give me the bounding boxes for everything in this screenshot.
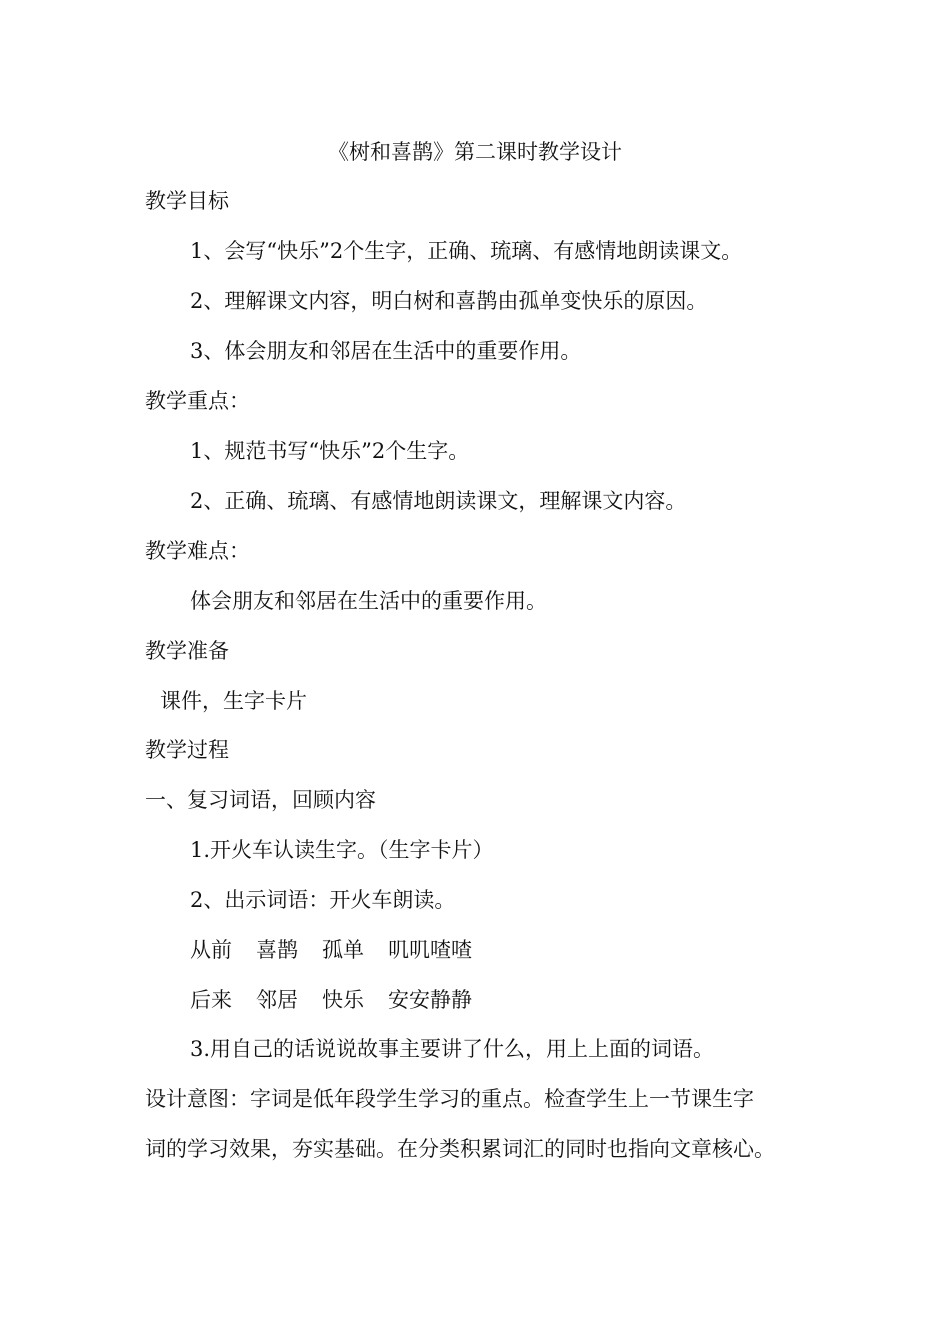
design-intent-line-1: 设计意图：字词是低年段学生学习的重点。检查学生上一节课生字 [145, 1087, 754, 1111]
section-1-item-2: 2、出示词语：开火车朗读。 [190, 888, 456, 912]
word: 喜鹊 [256, 938, 298, 962]
key-point-item-1: 1、规范书写“快乐”2个生字。 [190, 439, 470, 463]
section-1-item-3: 3.用自己的话说说故事主要讲了什么，用上上面的词语。 [190, 1037, 715, 1061]
section-1-item-1: 1.开火车认读生字。（生字卡片） [190, 838, 494, 862]
word-row-1 [190, 935, 472, 965]
design-intent-line-2: 词的学习效果，夯实基础。在分类积累词汇的同时也指向文章核心。 [145, 1137, 775, 1161]
prep-heading: 教学准备 [145, 639, 229, 663]
difficulty-heading: 教学难点： [145, 539, 250, 563]
word: 孤单 [322, 938, 364, 962]
word-row-2 [190, 985, 472, 1015]
word: 快乐 [322, 988, 364, 1012]
key-point-item-2: 2、正确、琉璃、有感情地朗读课文，理解课文内容。 [190, 489, 687, 513]
word: 叽叽喳喳 [388, 938, 472, 962]
process-heading: 教学过程 [145, 738, 229, 762]
section-1-heading: 一、复习词语，回顾内容 [145, 788, 376, 812]
key-points-heading: 教学重点： [145, 389, 250, 413]
goal-item-1: 1、会写“快乐”2个生字，正确、琉璃、有感情地朗读课文。 [190, 239, 743, 263]
goal-item-3: 3、体会朋友和邻居在生活中的重要作用。 [190, 339, 582, 363]
goal-item-2: 2、理解课文内容，明白树和喜鹊由孤单变快乐的原因。 [190, 289, 708, 313]
word: 安安静静 [388, 988, 472, 1012]
goals-heading: 教学目标 [145, 189, 229, 213]
difficulty-text: 体会朋友和邻居在生活中的重要作用。 [190, 589, 547, 613]
word: 后来 [190, 988, 232, 1012]
word: 从前 [190, 938, 232, 962]
document-title: 《树和喜鹊》第二课时教学设计 [328, 140, 622, 164]
word: 邻居 [256, 988, 298, 1012]
prep-text: 课件，生字卡片 [160, 689, 307, 713]
